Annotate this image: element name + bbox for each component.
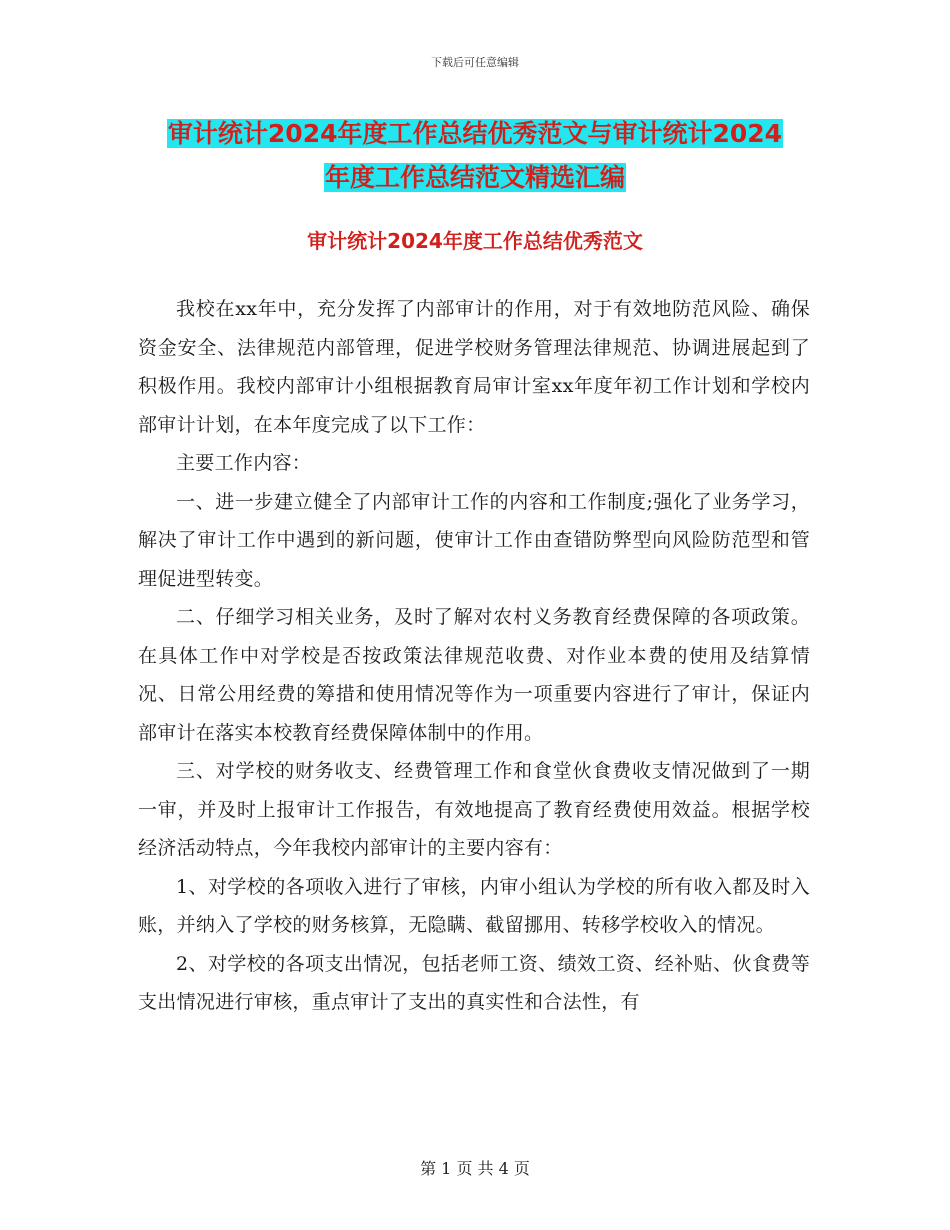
page-footer: 第 1 页 共 4 页 [420, 1159, 530, 1178]
paragraph-main-content-heading: 主要工作内容： [176, 452, 312, 474]
paragraph-item-3: 三、对学校的财务收支、经费管理工作和食堂伙食费收支情况做到了一期一审，并及时上报审计工作报告，有效地提高了教育经费使用效益。根据学校经济活动特点，今年我校内部审计的主要内容有： [138, 760, 810, 859]
header-note: 下载后可任意编辑 [431, 56, 519, 69]
paragraph-intro: 我校在xx年中，充分发挥了内部审计的作用，对于有效地防范风险、确保资金安全、法律规范内部管理，促进学校财务管理法律规范、协调进展起到了积极作用。我校内部审计小组根据教育局审计室xx年度年初工作计划和学校内部审计计划，在本年度完成了以下工作： [138, 298, 810, 436]
paragraph-subitem-2: 2、对学校的各项支出情况，包括老师工资、绩效工资、经补贴、伙食费等支出情况进行审核，重点审计了支出的真实性和合法性，有 [138, 952, 810, 1013]
paragraph-item-2: 二、仔细学习相关业务，及时了解对农村义务教育经费保障的各项政策。在具体工作中对学校是否按政策法律规范收费、对作业本费的使用及结算情况、日常公用经费的筹措和使用情况等作为一项重要内容进行了审计，保证内部审计在落实本校教育经费保障体制中的作用。 [138, 606, 810, 744]
body-text [138, 290, 810, 1022]
document-title-line-2: 年度工作总结范文精选汇编 [324, 163, 625, 192]
paragraph-item-1: 一、进一步建立健全了内部审计工作的内容和工作制度;强化了业务学习，解决了审计工作中遇到的新问题，使审计工作由查错防弊型向风险防范型和管理促进型转变。 [138, 490, 810, 590]
paragraph-subitem-1: 1、对学校的各项收入进行了审核，内审小组认为学校的所有收入都及时入账，并纳入了学校的财务核算，无隐瞒、截留挪用、转移学校收入的情况。 [138, 875, 810, 936]
section-title: 审计统计2024年度工作总结优秀范文 [307, 229, 643, 253]
document-title-line-1: 审计统计2024年度工作总结优秀范文与审计统计2024 [167, 119, 783, 148]
document-title [0, 112, 950, 200]
